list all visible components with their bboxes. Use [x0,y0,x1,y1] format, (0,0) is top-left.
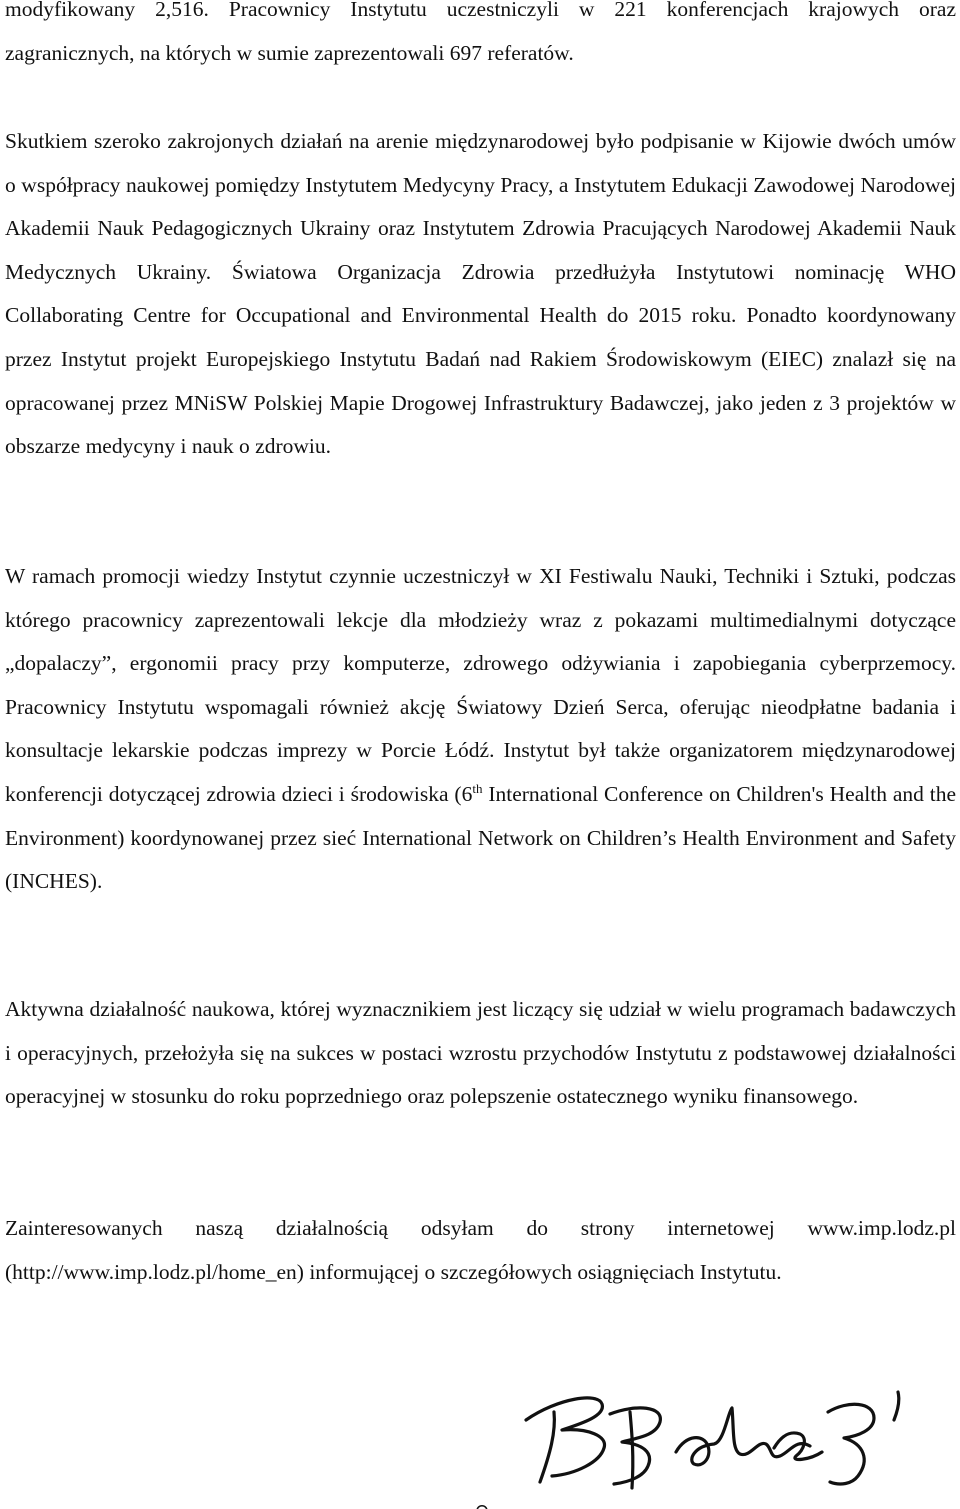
ordinal-superscript: th [472,780,483,796]
page-number-fragment [474,1498,490,1509]
paragraph-international-activity: Skutkiem szeroko zakrojonych działań na arenie międzynarodowej było podpisanie w Kijowie dwóch umów o współpracy naukowej pomiędzy Instytutem Medycyny Pracy, a Instytutem Edukacji Zawodowej Narodowej Akademii Nauk Pedagogicznych Ukrainy oraz Instytutem Zdrowia Pracujących Narodowej Akademii Nauk Medycznych Ukrainy. Światowa Organizacja Zdrowia przedłużyła Instytutowi nominację WHO Collaborating Centre for Occupational and Environmental Health do 2015 roku. Ponadto koordynowany przez Instytut projekt Europejskiego Instytutu Badań nad Rakiem Środowiskowym (EIEC) znalazł się na opracowanej przez MNiSW Polskiej Mapie Drogowej Infrastruktury Badawczej, jako jeden z 3 projektów w obszarze medycyny i nauk o zdrowiu. [5,129,956,459]
paragraph-financial-results: Aktywna działalność naukowa, której wyznacznikiem jest liczący się udział w wielu programach badawczych i operacyjnych, przełożyła się na sukces w postaci wzrostu przychodów Instytutu z podstawowej działalności operacyjnej w stosunku do roku poprzedniego oraz polepszenie ostatecznego wyniku finansowego. [5,997,956,1109]
paragraph-knowledge-promotion-text-1: W ramach promocji wiedzy Instytut czynnie uczestniczył w XI Festiwalu Nauki, Techniki i Sztuki, podczas którego pracownicy zaprezentowali lekcje dla młodzieży wraz z pokazami multimedialnymi dotyczące „dopalaczy”, ergonomii pracy przy komputerze, zdrowego odżywiania i zapobiegania cyberprzemocy. Pracownicy Instytutu wspomagali również akcję Światowy Dzień Serca, oferując nieodpłatne badania i konsultacje lekarskie podczas imprezy w Porcie Łódź. Instytut był także organizatorem międzynarodowej konferencji dotyczącej zdrowia dzieci i środowiska (6 [5,564,956,806]
paragraph-knowledge-promotion [5,555,956,904]
paragraph-website-reference: Zainteresowanych naszą działalnością odsyłam do strony internetowej www.imp.lodz.pl (http://www.imp.lodz.pl/home_en) informującej o szczegółowych osiągnięciach Instytutu. [5,1216,956,1284]
paragraph-knowledge-promotion-text-2: International Conference on Children's Health and the Environment) koordynowanej przez sieć International Network on Children’s Health Environment and Safety (INCHES). [5,781,956,894]
paragraph-conferences: modyfikowany 2,516. Pracownicy Instytutu uczestniczyli w 221 konferencjach krajowych oraz zagranicznych, na których w sumie zaprezentowali 697 referatów. [5,0,956,65]
signature [518,1390,948,1490]
